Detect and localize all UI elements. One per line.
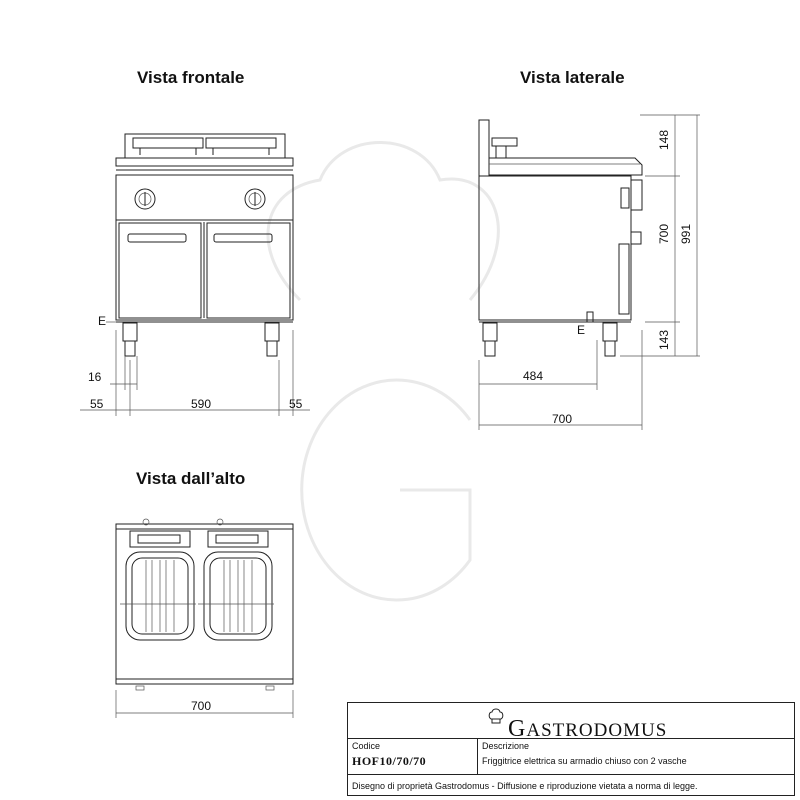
- front-dim-left-margin: 55: [90, 397, 104, 411]
- left-knob: [135, 189, 155, 209]
- front-dim-foot: 16: [88, 370, 102, 384]
- brand-rest: ASTRODOMUS: [526, 720, 668, 741]
- front-dim-width: 590: [191, 397, 212, 411]
- side-dim-legs: 143: [657, 329, 671, 350]
- side-dim-depth: 700: [552, 412, 573, 426]
- code-description-row: [348, 739, 794, 775]
- side-dim-e: E: [577, 323, 586, 337]
- chef-hat-icon: [488, 707, 504, 725]
- brand-initial: G: [508, 716, 527, 742]
- front-dim-e: E: [98, 314, 107, 328]
- code-cell: [348, 739, 478, 774]
- side-dimensions: [479, 115, 700, 430]
- watermark-logo: [268, 143, 498, 601]
- code-label: Codice: [352, 741, 381, 751]
- description-label: Descrizione: [482, 741, 530, 751]
- copyright-notice: Disegno di proprietà Gastrodomus - Diffusione e riproduzione vietata a norma di legge.: [352, 781, 698, 791]
- side-view: [479, 120, 642, 356]
- front-view: [116, 134, 293, 356]
- side-dim-total: 991: [679, 223, 693, 244]
- side-dim-cabinet: 700: [657, 223, 671, 244]
- description-cell: [478, 739, 794, 774]
- side-dim-depth-inner: 484: [523, 369, 544, 383]
- product-description: Friggitrice elettrica su armadio chiuso con 2 vasche: [482, 756, 687, 766]
- top-dim-width: 700: [191, 699, 212, 713]
- right-knob: [245, 189, 265, 209]
- front-view-title: Vista frontale: [137, 68, 245, 87]
- product-code: HOF10/70/70: [352, 754, 427, 768]
- top-view: [116, 519, 293, 690]
- front-dim-right-margin: 55: [289, 397, 303, 411]
- title-block: [347, 702, 795, 796]
- side-view-title: Vista laterale: [520, 68, 625, 87]
- brand-area: [348, 703, 794, 742]
- side-dim-top-part: 148: [657, 129, 671, 150]
- top-view-title: Vista dall’alto: [136, 469, 246, 488]
